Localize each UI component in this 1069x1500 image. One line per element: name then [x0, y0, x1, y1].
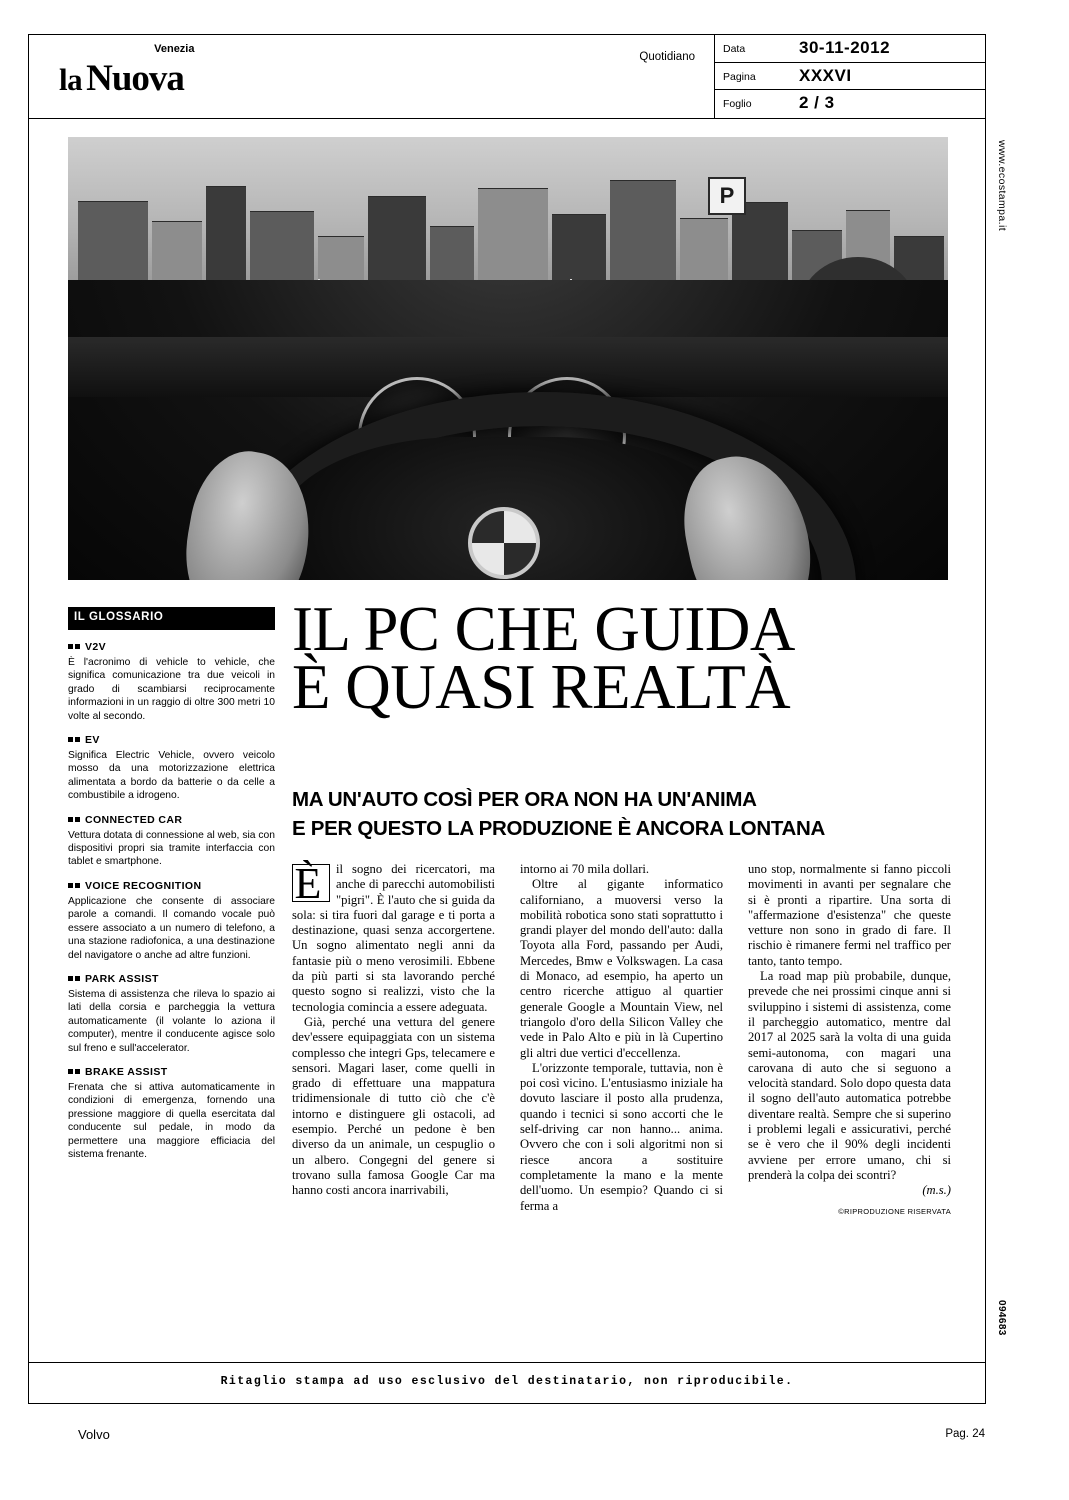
logo-nuova: Nuova [86, 58, 184, 99]
paragraph: L'orizzonte temporale, tuttavia, non è poi così vicino. L'entusiasmo iniziale ha dovuto lasciare il posto alla prudenza, quando i tecnici si sono accorti che le self-driving car non hanno... anima. Ovvero che con i soli algoritmi non si riesce ancora a sostituire completamente la mano e la mente dell'uomo. Un esempio? Quando ci si ferma a [520, 1060, 723, 1213]
article-body [292, 859, 952, 1282]
headline-line-2: È QUASI REALTÀ [292, 652, 791, 722]
source-url: www.ecostampa.it [996, 140, 1008, 232]
paragraph: uno stop, normalmente si fanno piccoli movimenti in avanti per segnalare che si è pronti a ripartire. Una sorta di "affermazione d'esistenza" che queste vetture non sono in grado di fare. Il rischio è rimanere fermi nel traffico per tanto, tanto tempo. [748, 862, 951, 968]
meta-label-foglio: Foglio [723, 98, 752, 111]
bullet-icon [75, 737, 80, 742]
article-signature: (m.s.) [922, 1183, 951, 1198]
meta-label-data: Data [723, 43, 746, 55]
paragraph: intorno ai 70 mila dollari. [520, 862, 650, 876]
headline-line-1: IL PC CHE GUIDA [292, 594, 795, 664]
footer-brand: Volvo [78, 1427, 110, 1442]
footer-notice: Ritaglio stampa ad uso esclusivo del destinatario, non riproducibile. [220, 1375, 794, 1388]
bullet-icon [75, 883, 80, 888]
glossary-term [68, 973, 275, 985]
glossary-term-label: VOICE RECOGNITION [85, 879, 202, 892]
paragraph: Già, perché una vettura del genere dev'essere equipaggiata con un sistema complesso che integri Gps, telecamere e sensori. Magari laser, come quelli in grado di effettuare una mappatura tridimensionale di tutto ciò che c'è intorno e distinguere gli ostacoli, ad esempio. Perché un pedone è ben diverso da un animale, un cespuglio o un albero. Congegni del genere si trovano sulla famosa Google Car ma hanno costi ancora inarrivabili, [292, 1014, 495, 1198]
glossary-term [68, 880, 275, 892]
glossary-term-label: PARK ASSIST [85, 972, 159, 985]
glossary-term-label: CONNECTED CAR [85, 813, 183, 826]
paragraph: La road map più probabile, dunque, prevede che nei prossimi cinque anni si sviluppino i sistemi di assistenza, come il parcheggio automatico, mentre dal 2017 al 2025 sarà la volta di una guida semi-autonoma, con magari una carovana di auto che si seguono a velocità standard. Solo dopo questa data il sogno dell'auto automatica potrebbe diventare realtà. Sempre che si superino i problemi legali e assicurativi, perché se è vero che il 90% degli incidenti avviene per errore umano, chi si prenderà la colpa dei scontri? [748, 969, 951, 1182]
logo-venezia: Venezia [154, 43, 195, 55]
meta-box [714, 35, 985, 118]
copyright-notice: ©RIPRODUZIONE RISERVATA [838, 1206, 951, 1216]
glossary-item [68, 880, 275, 962]
logo-la: la [59, 62, 83, 97]
article-column-2 [520, 862, 723, 1214]
bullet-icon [75, 817, 80, 822]
bullet-icon [75, 1069, 80, 1074]
meta-row-data [715, 35, 985, 63]
bullet-icon [68, 817, 73, 822]
clipping-code: 094683 [996, 1300, 1007, 1336]
bullet-icon [68, 737, 73, 742]
glossary-item [68, 814, 275, 869]
subhead-line-2: E PER QUESTO LA PRODUZIONE È ANCORA LONTANA [292, 817, 826, 840]
drop-cap: È [292, 864, 330, 902]
meta-value-pagina: XXXVI [799, 65, 852, 85]
meta-label-pagina: Pagina [723, 70, 756, 83]
paragraph [292, 859, 495, 1015]
article-column-1 [292, 859, 495, 1199]
bullet-icon [68, 1069, 73, 1074]
glossary-term-label: EV [85, 734, 100, 747]
meta-value-data: 30-11-2012 [799, 38, 891, 57]
bullet-icon [68, 976, 73, 981]
glossary-item [68, 641, 275, 723]
glossary-definition: Vettura dotata di connessione al web, sia con dispositivi propri sia tramite interfaccia con tablet e smartphone. [68, 829, 275, 868]
article-subhead [292, 785, 952, 843]
glossary-term [68, 814, 275, 826]
glossary-term [68, 1066, 275, 1078]
meta-row-foglio [715, 90, 985, 118]
glossary-definition: È l'acronimo di vehicle to vehicle, che significa comunicazione tra due veicoli in grado di scambiarsi reciprocamente informazioni in un raggio di oltre 300 metri 10 volte al secondo. [68, 657, 275, 722]
paragraph-text: il sogno dei ricercatori, ma anche di parecchi automobilisti "pigri". È l'auto che si guida da sola: si tira fuori dal garage e ti porta a destinazione, quasi senza accorgertene. Un sogno alimentato negli anni da fantasie più o meno verosimili. Ebbene da più parti si sta lavorando perché questo sogno si realizzi, visto che la tecnologia comincia a essere adeguata. [292, 862, 495, 1014]
glossary-term [68, 734, 275, 746]
glossary-item [68, 973, 275, 1055]
meta-row-pagina [715, 63, 985, 91]
meta-value-foglio: 2 / 3 [799, 93, 835, 113]
bullet-icon [75, 644, 80, 649]
glossary-definition: Applicazione che consente di associare parole a comandi. Il comando vocale può essere associato a un numero di telefono, a una stazione radiofonica, a una destinazione del navigatore o anche ad altre funzioni. [68, 895, 275, 961]
article-photo [68, 137, 948, 580]
glossary-definition: Sistema di assistenza che rileva lo spazio ai lati della corsia e parcheggia la vettura automaticamente (il volante lo aziona il computer), mentre il conducente agisce solo sul freno e sull'accelerator. [68, 988, 275, 1054]
quotidiano-label: Quotidiano [639, 51, 695, 63]
glossary-item [68, 1066, 275, 1161]
glossary-term-label: BRAKE ASSIST [85, 1065, 168, 1078]
subhead-line-1: MA UN'AUTO COSÌ PER ORA NON HA UN'ANIMA [292, 788, 757, 811]
publication-logo [59, 43, 195, 100]
parking-sign-icon: P [708, 177, 746, 215]
article-column-3 [748, 862, 951, 1219]
glossary-item [68, 734, 275, 803]
bullet-icon [75, 976, 80, 981]
glossary-term [68, 641, 275, 653]
footer-page-number: Pag. 24 [945, 1428, 985, 1440]
car-brand-badge-icon [468, 507, 540, 579]
glossary-title: IL GLOSSARIO [68, 607, 275, 630]
masthead [29, 35, 985, 119]
glossary-definition: Significa Electric Vehicle, ovvero veicolo mosso da una motorizzazione elettrica alimentata a bordo da batterie o da celle a combustibile a idrogeno. [68, 750, 275, 802]
bullet-icon [68, 644, 73, 649]
bullet-icon [68, 883, 73, 888]
footer-strip [29, 1362, 985, 1404]
glossary-box [68, 607, 275, 1161]
paragraph: Oltre al gigante informatico californiano, a muoversi verso la mobilità robotica sono stati soprattutto i grandi player del mondo dell'auto: dalla Toyota alla Ford, passando per Audi, Mercedes, Bmw e Volkswagen. La casa di Monaco, ad esempio, ha aperto un centro ricerche attiguo al quartier generale Google a Mountain View, nel triangolo d'oro della Silicon Valley che vede in Palo Alto e più in là Cupertino gli altri due vertici d'eccellenza. [520, 877, 723, 1060]
article-headline [292, 594, 952, 722]
glossary-term-label: V2V [85, 641, 107, 653]
glossary-definition: Frenata che si attiva automaticamente in condizioni di emergenza, fornendo una pressione maggiore di quella esercitata dal conducente sul pedale, in modo da permettere una maggiore efficiacia del sistema frenante. [68, 1081, 275, 1160]
